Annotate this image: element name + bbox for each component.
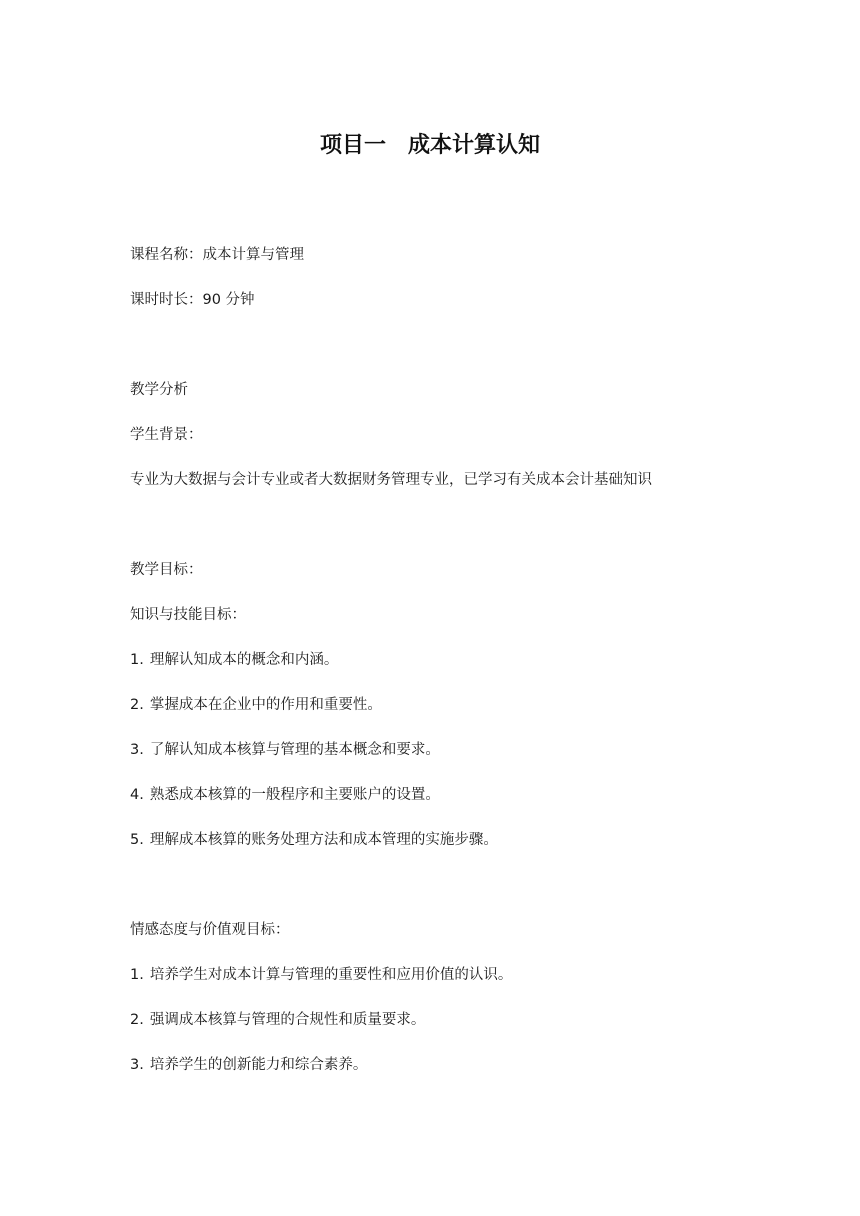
list-item-text: 熟悉成本核算的一般程序和主要账户的设置。 [149, 787, 440, 803]
attitude-heading: 情感态度与价值观目标： [130, 922, 290, 938]
list-item-text: 培养学生的创新能力和综合素养。 [149, 1057, 368, 1073]
list-item-number: 2. [130, 697, 144, 713]
list-item-number: 5. [130, 832, 144, 848]
list-item-number: 1. [130, 652, 144, 668]
list-item-text: 理解认知成本的概念和内涵。 [149, 652, 339, 668]
list-item [130, 1054, 367, 1076]
list-item [130, 784, 440, 806]
list-item-text: 培养学生对成本计算与管理的重要性和应用价值的认识。 [149, 967, 513, 983]
list-item-number: 3. [130, 742, 144, 758]
list-item-number: 2. [130, 1012, 144, 1028]
list-item-text: 了解认知成本核算与管理的基本概念和要求。 [149, 742, 440, 758]
list-item-number: 3. [130, 1057, 144, 1073]
page-title: 项目一 成本计算认知 [319, 133, 540, 158]
list-item [130, 964, 512, 986]
list-item [130, 739, 440, 761]
knowledge-heading: 知识与技能目标： [130, 607, 246, 623]
objectives-heading: 教学目标： [130, 562, 203, 578]
list-item-text: 强调成本核算与管理的合规性和质量要求。 [149, 1012, 426, 1028]
background-heading: 学生背景： [130, 427, 203, 443]
list-item-text: 理解成本核算的账务处理方法和成本管理的实施步骤。 [149, 832, 498, 848]
course-duration: 课时时长：90 分钟 [130, 292, 255, 308]
list-item-text: 掌握成本在企业中的作用和重要性。 [149, 697, 382, 713]
analysis-heading: 教学分析 [130, 382, 188, 398]
background-text: 专业为大数据与会计专业或者大数据财务管理专业，已学习有关成本会计基础知识 [130, 472, 652, 488]
course-name: 课程名称：成本计算与管理 [130, 247, 304, 263]
list-item-number: 4. [130, 787, 144, 803]
list-item [130, 1009, 425, 1031]
list-item [130, 829, 498, 851]
list-item [130, 649, 338, 671]
list-item-number: 1. [130, 967, 144, 983]
list-item [130, 694, 382, 716]
